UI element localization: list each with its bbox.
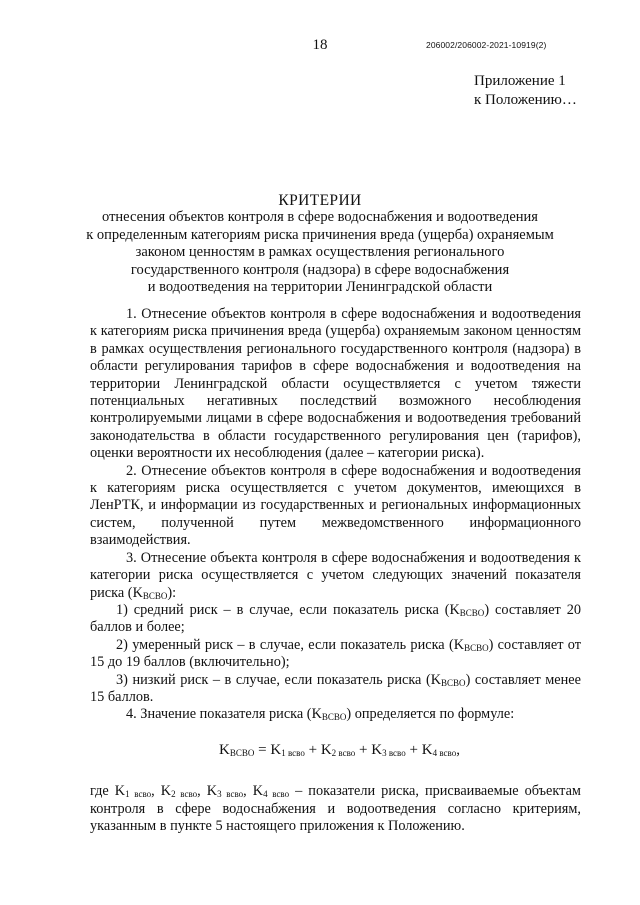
annex-line-2: к Положению… (474, 92, 577, 108)
paragraph-3: 3. Отнесение объекта контроля в сфере водоснабжения и водоотведения к категории риска осуществляется с учетом следующих значений показателя риска $(K_{ВСВО})$: (90, 549, 581, 601)
risk-formula: $K_{ВСВО} = K_{1 всво} + K_{2 всво} + K_{3 всво} + K_{4 всво}$, (219, 741, 460, 758)
paragraph-2: 2. Отнесение объектов контроля в сфере водоснабжения и водоотведения к категориям риска осуществляется с учетом документов, имеющихся в ЛенРТК, и информации из государственных и региональных информационных систем, полученной путем межведомственного информационного взаимодействия. (90, 462, 581, 549)
document-subtitle (0, 209, 640, 297)
risk-item-low: 3) низкий риск – в случае, если показатель риска $(K_{ВСВО})$ составляет менее 15 баллов. (90, 671, 581, 705)
annex-label (474, 72, 577, 110)
document-title: КРИТЕРИИ (278, 192, 362, 209)
risk-item-medium: 1) средний риск – в случае, если показатель риска $(K_{ВСВО})$ составляет 20 баллов и более; (90, 601, 581, 636)
page-number: 18 (312, 37, 328, 53)
paragraph-4: 4. Значение показателя риска $(K_{ВСВО})$ определяется по формуле: (126, 706, 515, 723)
paragraph-1: 1. Отнесение объектов контроля в сфере водоснабжения и водоотведения к категориям риска причинения вреда (ущерба) охраняемым законом ценностям в рамках осуществления регионального государственного контроля (надзора) в области регулирования тарифов в сфере водоснабжения и водоотведения на территории Ленинградской области осуществляется с учетом тяжести потенциальных негативных последствий возможного несоблюдения контролируемыми лицами в сфере водоснабжения и водоотведения требований законодательства в области государственного регулирования цен (тарифов), оценки вероятности их несоблюдения (далее – категории риска). (90, 306, 581, 462)
subtitle-line: отнесения объектов контроля в сфере водоснабжения и водоотведения (102, 209, 538, 225)
annex-line-1: Приложение 1 (474, 73, 566, 89)
subtitle-line: законом ценностям в рамках осуществления регионального (135, 244, 505, 261)
document-body (90, 306, 581, 835)
formula-explanation: где $K_{1 всво}$, $K_{2 всво}$, $K_{3 всво}$, $K_{4 всво}$ – показатели риска, присваиваемые объектам контроля в сфере водоснабжения и водоотведения согласно критериям, указанным в пункте 5 настоящего приложения к Положению. (90, 783, 581, 834)
subtitle-line: к определенным категориям риска причинения вреда (ущерба) охраняемым (86, 226, 554, 243)
risk-item-moderate: 2) умеренный риск – в случае, если показатель риска $(K_{ВСВО})$ составляет от 15 до 19 баллов (включительно); (90, 636, 581, 671)
document-code: 206002/206002-2021-10919(2) (426, 40, 547, 50)
subtitle-line: государственного контроля (надзора) в сфере водоснабжения (130, 261, 510, 278)
subtitle-line: и водоотведения на территории Ленинградской области (147, 279, 493, 296)
